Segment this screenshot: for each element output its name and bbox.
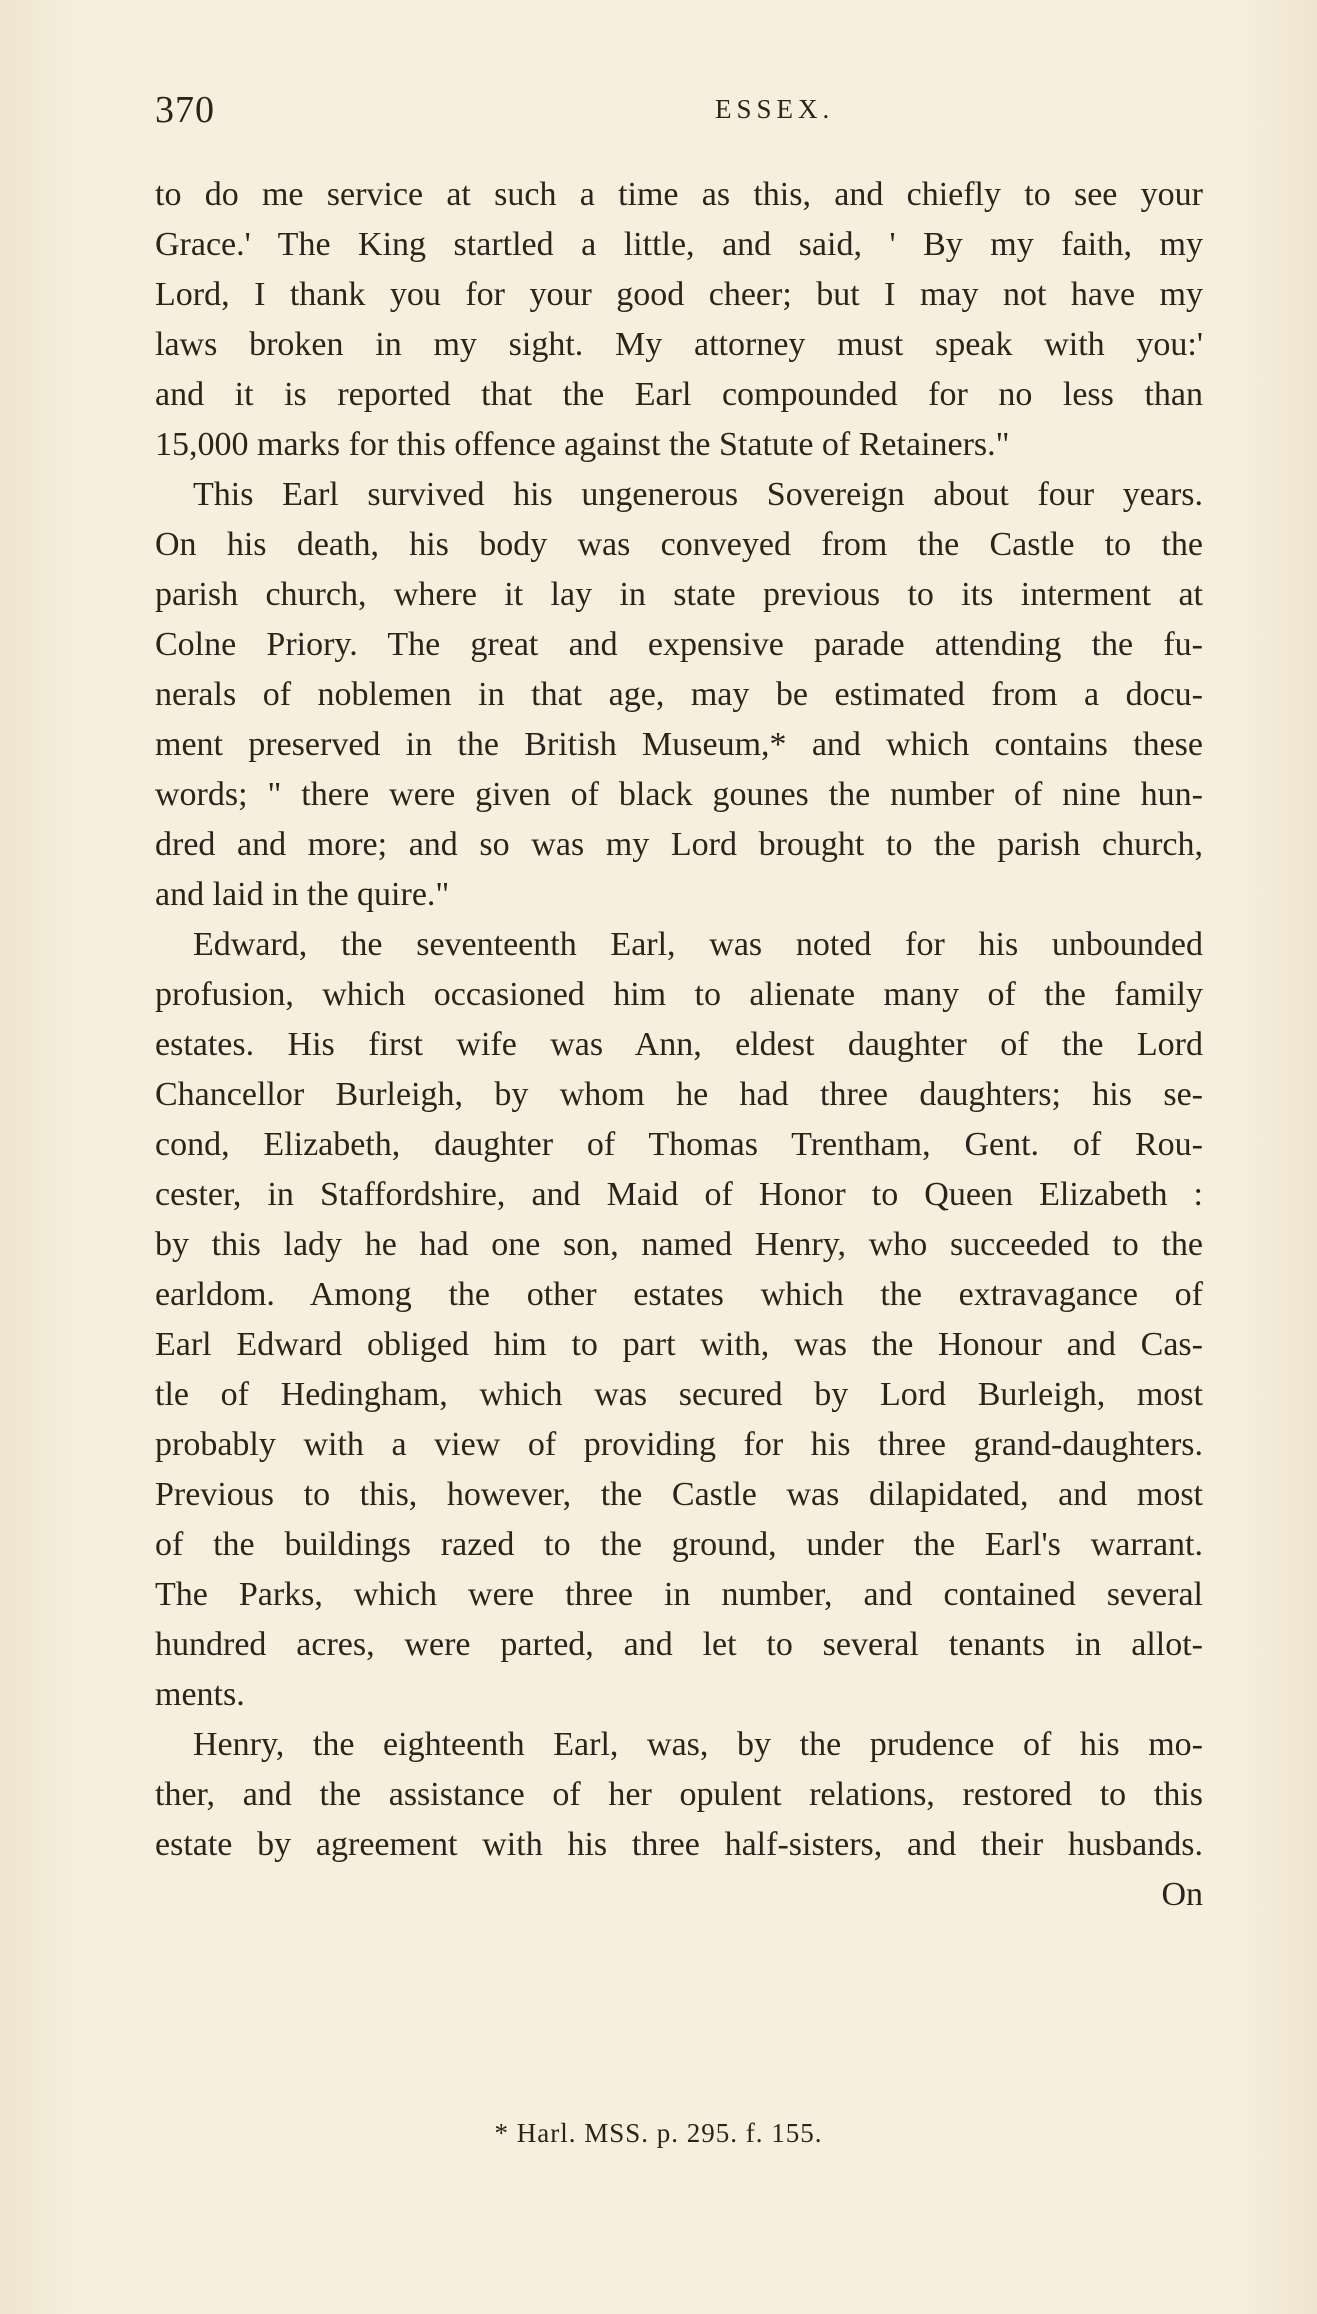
text-line: and it is reported that the Earl compounded for no less than — [155, 376, 1203, 413]
text-line: and laid in the quire." — [155, 876, 450, 913]
text-line: cond, Elizabeth, daughter of Thomas Trentham, Gent. of Rou- — [155, 1126, 1203, 1163]
text-line: dred and more; and so was my Lord brought to the parish church, — [155, 826, 1203, 863]
text-line: 15,000 marks for this offence against the Statute of Retainers." — [155, 426, 1010, 463]
text-line: profusion, which occasioned him to alienate many of the family — [155, 976, 1203, 1013]
body-text — [155, 170, 1203, 1920]
paragraph-start-line: Edward, the seventeenth Earl, was noted for his unbounded — [193, 926, 1203, 963]
text-line: earldom. Among the other estates which the extravagance of — [155, 1276, 1203, 1313]
running-title: ESSEX. — [715, 94, 835, 124]
text-line: parish church, where it lay in state previous to its interment at — [155, 576, 1203, 613]
text-line: ment preserved in the British Museum,* and which contains these — [155, 726, 1203, 763]
text-line: Grace.' The King startled a little, and said, ' By my faith, my — [155, 226, 1203, 263]
text-line: ther, and the assistance of her opulent relations, restored to this — [155, 1776, 1203, 1813]
text-line: laws broken in my sight. My attorney must speak with you:' — [155, 326, 1203, 363]
text-line: On his death, his body was conveyed from the Castle to the — [155, 526, 1203, 563]
text-line: ments. — [155, 1676, 245, 1713]
text-line: words; " there were given of black gounes the number of nine hun- — [155, 776, 1203, 813]
text-line: estate by agreement with his three half-sisters, and their husbands. — [155, 1826, 1203, 1863]
text-line: Previous to this, however, the Castle was dilapidated, and most — [155, 1476, 1203, 1513]
text-line: Lord, I thank you for your good cheer; but I may not have my — [155, 276, 1203, 313]
text-line: of the buildings razed to the ground, under the Earl's warrant. — [155, 1526, 1203, 1563]
paragraph-start-line: This Earl survived his ungenerous Sovereign about four years. — [193, 476, 1203, 513]
text-line: probably with a view of providing for his three grand-daughters. — [155, 1426, 1203, 1463]
text-line: cester, in Staffordshire, and Maid of Honor to Queen Elizabeth : — [155, 1176, 1203, 1213]
text-line: Chancellor Burleigh, by whom he had three daughters; his se- — [155, 1076, 1203, 1113]
text-line: nerals of noblemen in that age, may be estimated from a docu- — [155, 676, 1203, 713]
text-line: Earl Edward obliged him to part with, was the Honour and Cas- — [155, 1326, 1203, 1363]
page-number: 370 — [155, 89, 215, 131]
footnote: * Harl. MSS. p. 295. f. 155. — [494, 2118, 823, 2148]
text-line: Colne Priory. The great and expensive parade attending the fu- — [155, 626, 1203, 663]
text-line: estates. His first wife was Ann, eldest daughter of the Lord — [155, 1026, 1203, 1063]
text-line: hundred acres, were parted, and let to several tenants in allot- — [155, 1626, 1203, 1663]
paragraph-start-line: Henry, the eighteenth Earl, was, by the prudence of his mo- — [193, 1726, 1203, 1763]
text-line: The Parks, which were three in number, and contained several — [155, 1576, 1203, 1613]
text-line: by this lady he had one son, named Henry, who succeeded to the — [155, 1226, 1203, 1263]
text-line: tle of Hedingham, which was secured by Lord Burleigh, most — [155, 1376, 1203, 1413]
catchword: On — [1161, 1876, 1203, 1913]
text-line: to do me service at such a time as this, and chiefly to see your — [155, 176, 1203, 213]
running-head — [155, 88, 1205, 138]
